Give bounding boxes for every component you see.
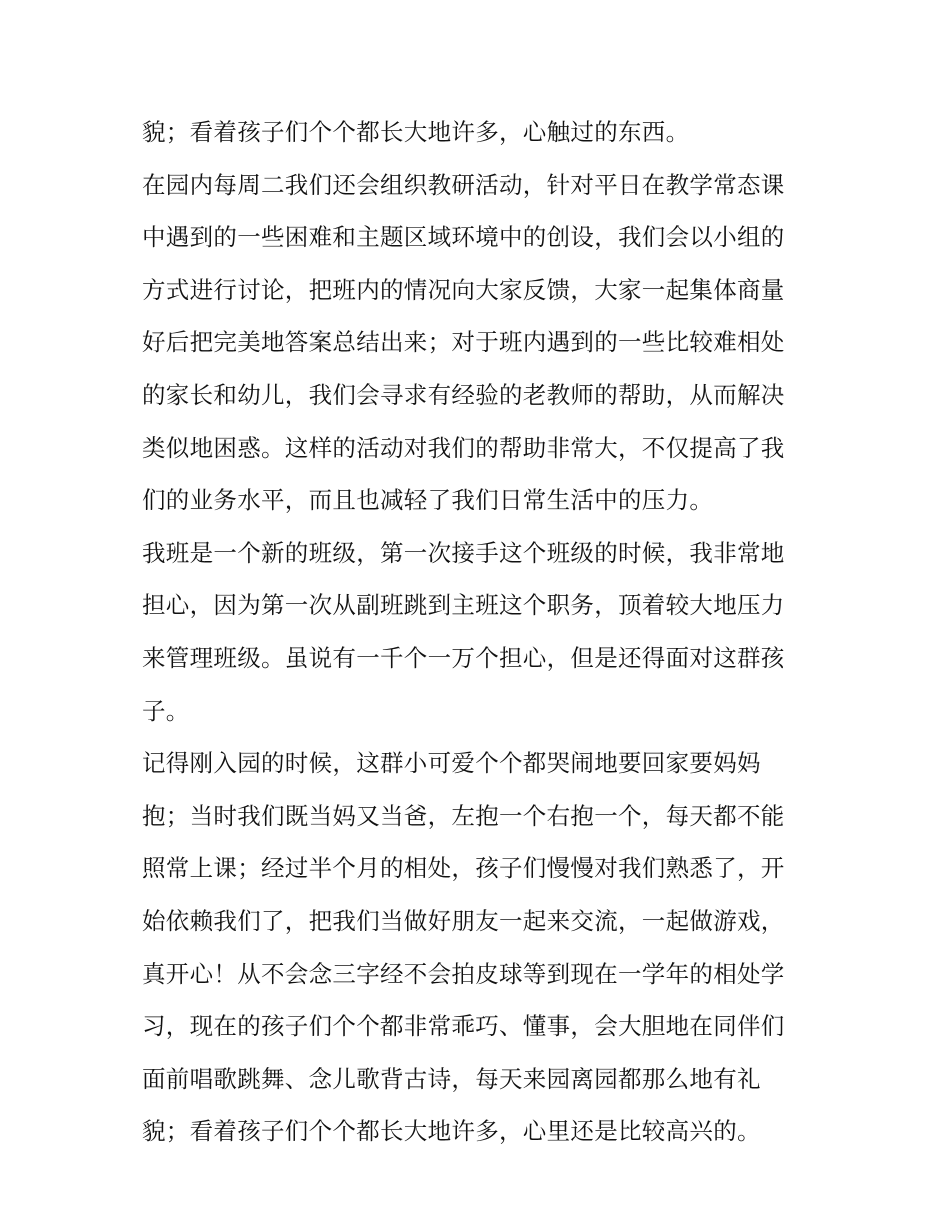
text-line: 中遇到的一些困难和主题区域环境中的创设，我们会以小组的 [142, 223, 785, 252]
text-line: 始依赖我们了，把我们当做好朋友一起来交流，一起做游戏， [142, 906, 785, 935]
text-line: 们的业务水平，而且也减轻了我们日常生活中的压力。 [142, 486, 714, 515]
text-line: 的家长和幼儿，我们会寻求有经验的老教师的帮助，从而解决 [142, 380, 785, 409]
text-line: 记得刚入园的时候，这群小可爱个个都哭闹地要回家要妈妈 [142, 749, 761, 778]
text-line: 照常上课；经过半个月的相处，孩子们慢慢对我们熟悉了，开 [142, 854, 785, 883]
document-body [142, 106, 822, 1158]
text-line: 真开心！从不会念三字经不会拍皮球等到现在一学年的相处学 [142, 959, 785, 988]
text-line: 我班是一个新的班级，第一次接手这个班级的时候，我非常地 [142, 538, 785, 567]
text-line: 抱；当时我们既当妈又当爸，左抱一个右抱一个，每天都不能 [142, 801, 785, 830]
text-line: 类似地困惑。这样的活动对我们的帮助非常大，不仅提高了我 [142, 433, 785, 462]
text-line: 貌；看着孩子们个个都长大地许多，心里还是比较高兴的。 [142, 1117, 761, 1146]
text-line: 来管理班级。虽说有一千个一万个担心，但是还得面对这群孩 [142, 643, 785, 672]
text-line: 在园内每周二我们还会组织教研活动，针对平日在教学常态课 [142, 170, 785, 199]
text-line: 习，现在的孩子们个个都非常乖巧、懂事，会大胆地在同伴们 [142, 1012, 785, 1041]
text-line: 担心，因为第一次从副班跳到主班这个职务，顶着较大地压力 [142, 591, 785, 620]
text-line: 好后把完美地答案总结出来；对于班内遇到的一些比较难相处 [142, 328, 785, 357]
text-line: 面前唱歌跳舞、念儿歌背古诗，每天来园离园都那么地有礼 [142, 1064, 761, 1093]
text-line: 貌；看着孩子们个个都长大地许多，心触过的东西。 [142, 118, 690, 146]
text-line: 子。 [142, 696, 190, 725]
text-line: 方式进行讨论，把班内的情况向大家反馈，大家一起集体商量 [142, 275, 785, 304]
